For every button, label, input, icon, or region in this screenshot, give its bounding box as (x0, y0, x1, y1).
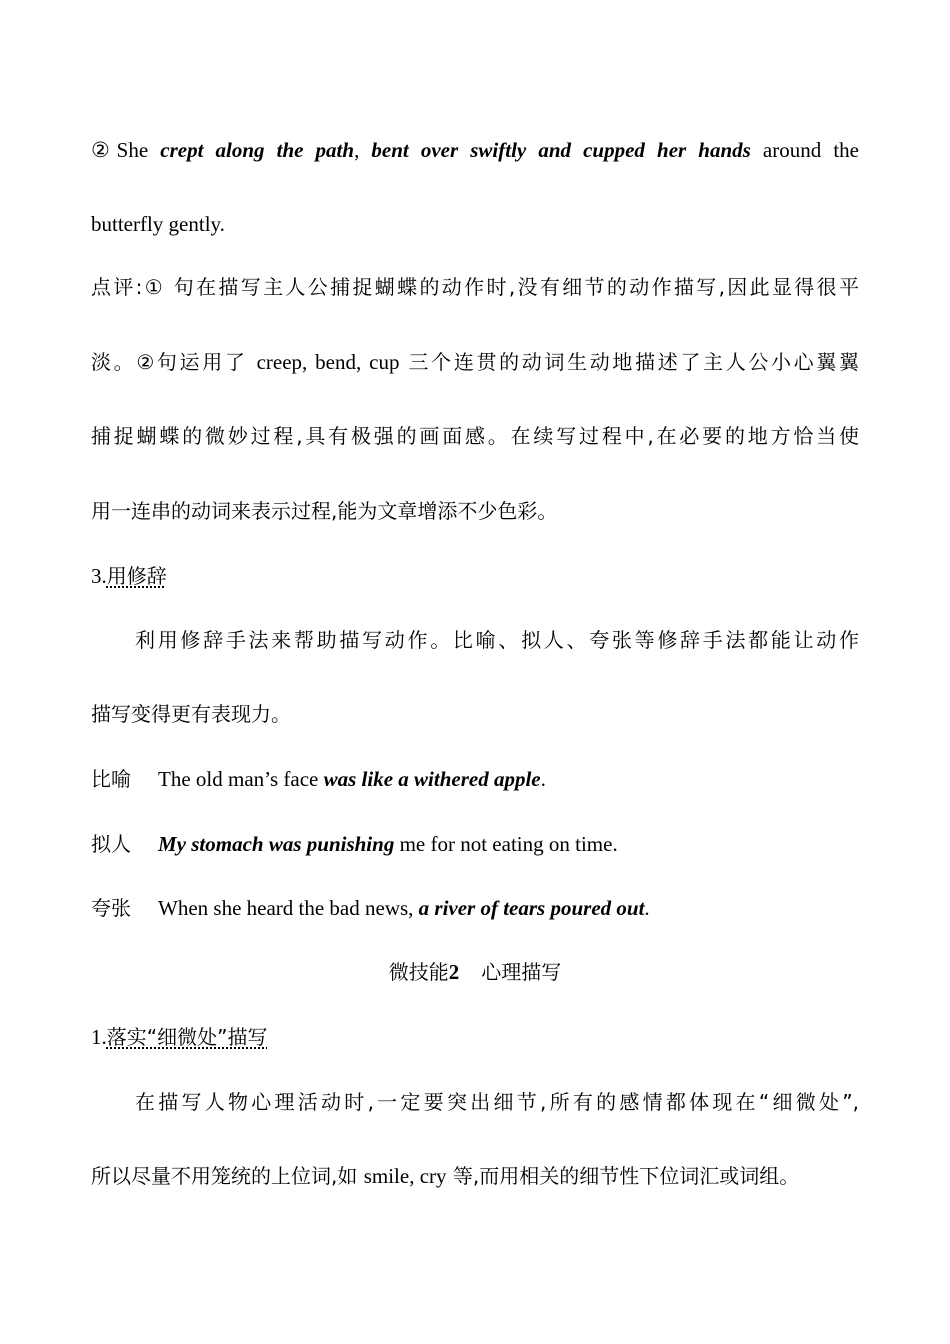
skill-prefix: 微技能 (388, 960, 449, 984)
example-sentence-2-line1 (91, 136, 859, 164)
comment-line2 (91, 348, 859, 376)
example-text-post: . (540, 767, 546, 791)
section-heading-rhetoric (91, 562, 859, 590)
comment-line1: 点评:① 句在描写主人公捕捉蝴蝶的动作时,没有细节的动作描写,因此显得很平 (91, 275, 859, 299)
example-label: 比喻 (91, 767, 131, 791)
comment-line3: 捕捉蝴蝶的微妙过程,具有极强的画面感。在续写过程中,在必要的地方恰当使 (91, 424, 859, 448)
comment-verbs: creep, bend, cup (256, 350, 400, 374)
detail-line2-part-a: 所以尽量不用笼统的上位词,如 (91, 1164, 364, 1188)
sentence-tail: around the (750, 138, 859, 162)
detail-para-line1: 在描写人物心理活动时,一定要突出细节,所有的感情都体现在“细微处”, (135, 1090, 859, 1114)
comment-line4: 用一连串的动词来表示过程,能为文章增添不少色彩。 (91, 499, 558, 523)
rhetoric-example-personification (91, 830, 859, 858)
section-title: 落实“细微处”描写 (106, 1025, 268, 1049)
example-sentence-2-line2: butterfly gently. (91, 212, 225, 236)
comma: , (354, 138, 372, 162)
example-text-pre: When she heard the bad news, (158, 896, 419, 920)
highlight-phrase-1: crept along the path (160, 138, 355, 162)
detail-line2-part-b: 等,而用相关的细节性下位词汇或词组。 (446, 1164, 800, 1188)
example-label: 夸张 (91, 896, 131, 920)
skill-title: 心理描写 (481, 960, 562, 984)
section-heading-detail (91, 1023, 859, 1051)
comment-line2-part-a: 淡。②句运用了 (91, 350, 257, 374)
rhetoric-example-simile (91, 765, 859, 793)
section-number: 3. (91, 564, 107, 588)
section-number: 1. (91, 1025, 107, 1049)
detail-line2-english: smile, cry (363, 1164, 447, 1188)
example-text-bold: a river of tears poured out (418, 896, 645, 920)
example-text-bold: My stomach was punishing (158, 832, 395, 856)
skill-number: 2 (448, 960, 460, 984)
comment-line2-part-b: 三个连贯的动词生动地描述了主人公小心翼翼 (399, 350, 859, 374)
sentence-number: ②She (91, 138, 161, 162)
highlight-phrase-2: bent over swiftly and cupped her hands (371, 138, 751, 162)
skill-heading (91, 958, 859, 986)
detail-para-line2 (91, 1162, 876, 1190)
rhetoric-para-line2: 描写变得更有表现力。 (91, 702, 291, 726)
rhetoric-example-hyperbole (91, 894, 859, 922)
example-text-bold: was like a withered apple (323, 767, 541, 791)
rhetoric-para-line1: 利用修辞手法来帮助描写动作。比喻、拟人、夸张等修辞手法都能让动作 (135, 628, 859, 652)
example-text-pre: The old man’s face (158, 767, 324, 791)
example-label: 拟人 (91, 832, 131, 856)
example-text-post: me for not eating on time. (394, 832, 618, 856)
section-title: 用修辞 (106, 564, 167, 588)
example-text-post: . (644, 896, 650, 920)
